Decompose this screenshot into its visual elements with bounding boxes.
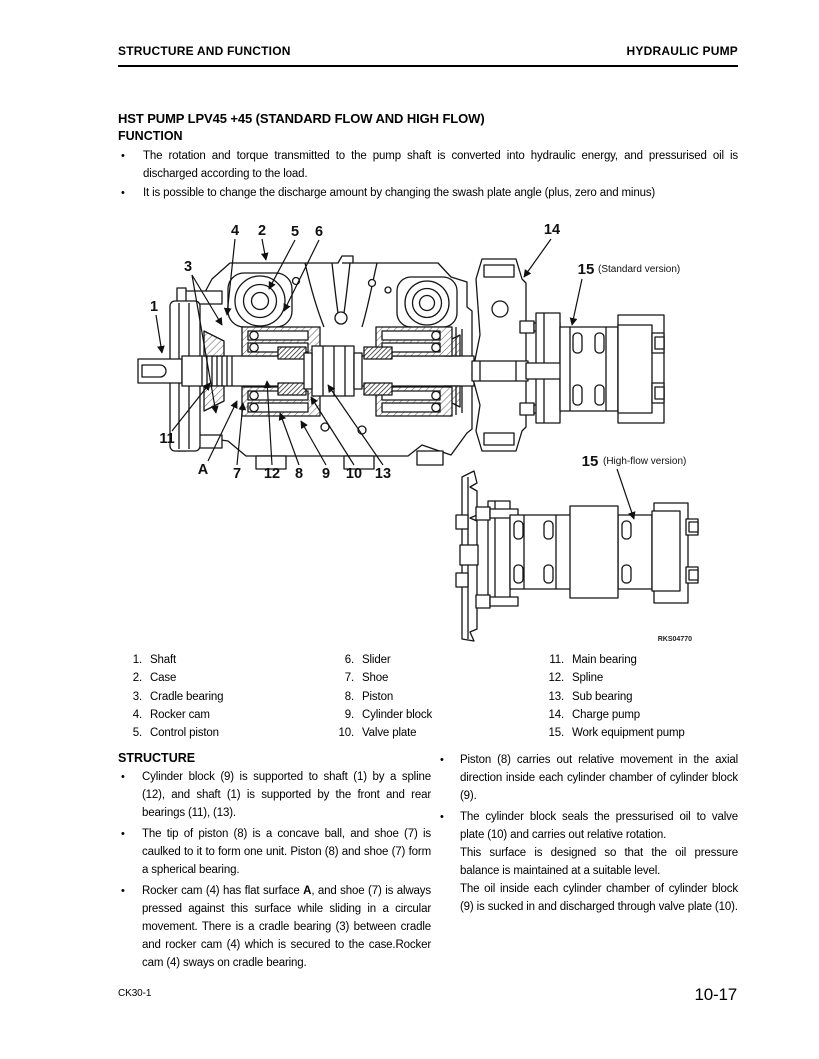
structure-bullet: • Rocker cam (4) has flat surface A, and shoe (7) is always pressed against this surface while sliding in a circular movement. There is a cradle bearing (3) between cradle and rocker cam (4) which is secured to the case.Rocker cam (4) sways on cradle bearing. <box>118 882 431 972</box>
part-item: 5. Control piston <box>132 727 219 740</box>
callout-1: 1 <box>149 299 159 315</box>
part-item: 12. Spline <box>548 672 604 685</box>
surface-a-ref: A <box>303 885 312 897</box>
callout-8: 8 <box>294 466 304 482</box>
header-chapter-title: HYDRAULIC PUMP <box>626 44 738 58</box>
parts-legend <box>118 651 738 742</box>
structure-bullet: • Cylinder block (9) is supported to shaft (1) by a spline (12), and shaft (1) is supported by the front and rear bearings (11), (13). <box>118 768 431 822</box>
standard-pump-drawing <box>472 259 664 451</box>
part-item: 3. Cradle bearing <box>132 690 224 703</box>
structure-bullet: • The tip of piston (8) is a concave ball, and shoe (7) is caulked to it to form one unit. Piston (8) and shoe (7) form a spherical bearing. <box>118 825 431 879</box>
part-item: 7. Shoe <box>344 672 389 685</box>
callout-13: 13 <box>374 466 392 482</box>
header-section-title: STRUCTURE AND FUNCTION <box>118 44 291 58</box>
callout-12: 12 <box>263 466 281 482</box>
part-item: 1. Shaft <box>132 654 177 666</box>
callout-11: 11 <box>159 431 175 447</box>
part-item: 6. Slider <box>344 654 391 666</box>
callout-14: 14 <box>543 222 561 238</box>
high-flow-version-label: (High-flow version) <box>603 456 687 467</box>
part-item: 9. Cylinder block <box>344 708 433 721</box>
figure-code: RKS04770 <box>657 636 692 643</box>
callout-7: 7 <box>232 466 242 482</box>
callout-5: 5 <box>290 224 300 240</box>
structure-heading: STRUCTURE <box>118 751 196 765</box>
page-header <box>118 44 738 67</box>
page-title: HST PUMP LPV45 +45 (STANDARD FLOW AND HIGH FLOW) <box>118 111 485 126</box>
callout-10: 10 <box>345 466 363 482</box>
callout-15-standard: 15 <box>577 261 595 278</box>
parts-column-3 <box>536 651 738 742</box>
part-item: 10. Valve plate <box>338 727 417 740</box>
standard-version-label: (Standard version) <box>598 264 681 275</box>
callout-9: 9 <box>321 466 331 482</box>
callout-4: 4 <box>230 223 240 239</box>
structure-right-column <box>437 751 738 919</box>
footer-model-code: CK30-1 <box>118 988 152 999</box>
part-item: 11. Main bearing <box>549 654 637 666</box>
structure-left-column <box>118 751 431 975</box>
function-bullet: • It is possible to change the discharge amount by changing the swash plate angle (plus, zero and minus) <box>118 184 738 202</box>
part-item: 2. Case <box>132 672 177 685</box>
callout-3: 3 <box>183 259 193 275</box>
main-pump-drawing <box>138 256 474 469</box>
part-item: 13. Sub bearing <box>548 690 633 703</box>
pump-cross-section-svg <box>120 215 760 645</box>
structure-bullet: • The cylinder block seals the pressurised oil to valve plate (10) and carries out relative rotation. This surface is designed so that the oil pressure balance is maintained at a suitable level. The oil inside each cylinder chamber of cylinder block (9) is sucked in and discharged through valve plate (10). <box>437 808 738 916</box>
part-item: 14. Charge pump <box>548 708 641 721</box>
callout-a: A <box>197 462 209 478</box>
footer-page-number: 10-17 <box>694 985 737 1004</box>
pump-figure <box>120 215 760 645</box>
callout-2: 2 <box>257 223 267 239</box>
part-item: 4. Rocker cam <box>132 708 210 721</box>
function-bullet: • The rotation and torque transmitted to the pump shaft is converted into hydraulic energy, and pressurised oil is discharged according to the load. <box>118 147 738 183</box>
callout-15-highflow: 15 <box>581 453 599 470</box>
part-item: 15. Work equipment pump <box>548 727 685 740</box>
structure-bullet: • Piston (8) carries out relative movement in the axial direction inside each cylinder chamber of cylinder block (9). <box>437 751 738 805</box>
function-bullets <box>118 147 738 203</box>
high-flow-pump-drawing <box>456 471 698 641</box>
part-item: 8. Piston <box>344 690 394 703</box>
parts-column-1 <box>118 651 330 742</box>
function-heading: FUNCTION <box>118 129 183 143</box>
parts-column-2 <box>330 651 536 742</box>
callout-6: 6 <box>314 224 324 240</box>
